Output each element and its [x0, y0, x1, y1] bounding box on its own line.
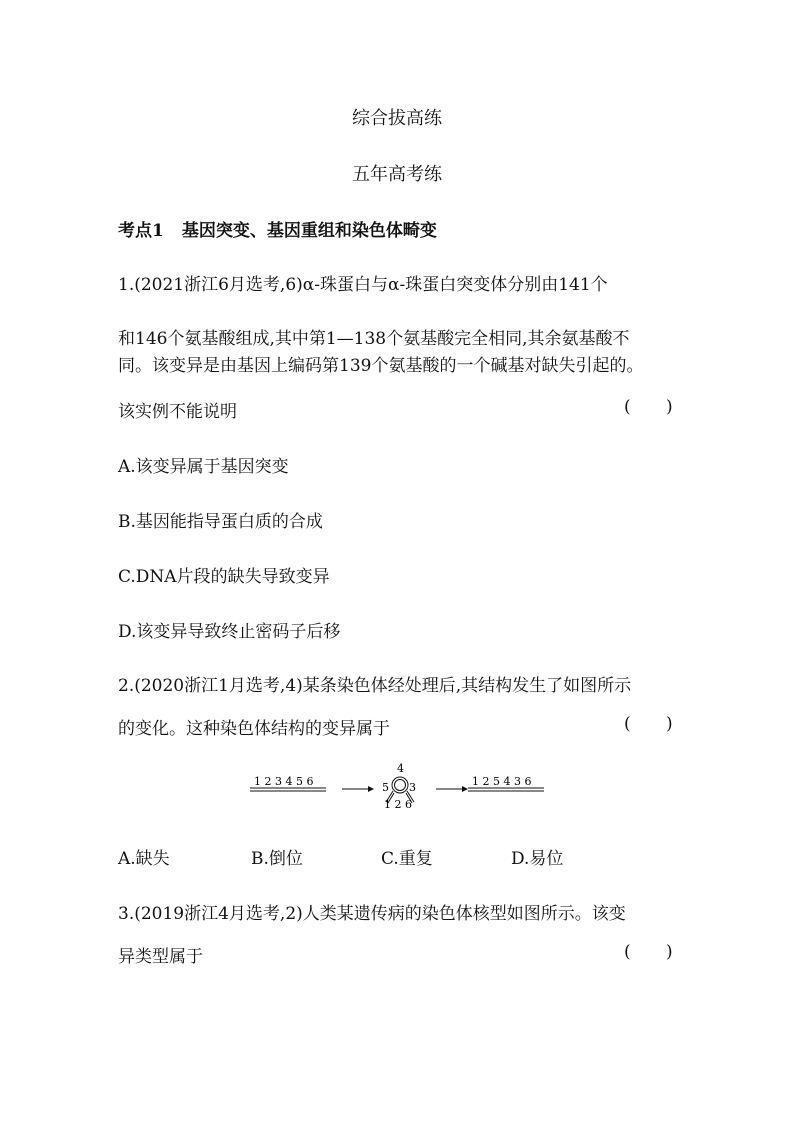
- question-2-option-a: A.缺失: [118, 849, 170, 869]
- figure-loop-top-label: 4: [397, 762, 404, 775]
- question-1-answer-paren: ( ): [624, 397, 673, 417]
- question-1-line-4: 该实例不能说明: [118, 402, 237, 422]
- figure-before-label: 1 2 3 4 5 6: [254, 775, 314, 788]
- question-1-line-1: 1.(2021浙江6月选考,6)α-珠蛋白与α-珠蛋白突变体分别由141个: [118, 275, 608, 295]
- page-title: 综合拔高练: [352, 108, 442, 129]
- section-label: 考点1: [118, 221, 164, 241]
- question-3-line-2: 异类型属于: [118, 947, 203, 967]
- question-1-option-a: A.该变异属于基因突变: [118, 457, 289, 477]
- page-subtitle: 五年高考练: [352, 164, 442, 185]
- section-title: 基因突变、基因重组和染色体畸变: [181, 221, 437, 241]
- question-3-answer-paren: ( ): [624, 942, 673, 962]
- figure-loop-bottom-label: 1 2 6: [384, 798, 412, 811]
- figure-after-label: 1 2 5 4 3 6: [472, 775, 532, 788]
- question-2-option-c: C.重复: [381, 849, 433, 869]
- question-2-line-2: 的变化。这种染色体结构的变异属于: [118, 719, 390, 739]
- figure-loop-left-label: 5: [382, 781, 389, 794]
- question-2-option-d: D.易位: [511, 849, 564, 869]
- question-2-line-1: 2.(2020浙江1月选考,4)某条染色体经处理后,其结构发生了如图所示: [118, 676, 632, 696]
- question-2-option-b: B.倒位: [251, 849, 303, 869]
- question-1-option-c: C.DNA片段的缺失导致变异: [118, 567, 330, 587]
- question-2-answer-paren: ( ): [624, 714, 673, 734]
- arrow-icon: [436, 786, 468, 792]
- question-1-option-b: B.基因能指导蛋白质的合成: [118, 512, 323, 532]
- question-3-line-1: 3.(2019浙江4月选考,2)人类某遗传病的染色体核型如图所示。该变: [118, 904, 626, 924]
- section-heading: [118, 216, 437, 241]
- question-1-line-3: 同。该变异是由基因上编码第139个氨基酸的一个碱基对缺失引起的。: [118, 356, 644, 376]
- question-1-option-d: D.该变异导致终止密码子后移: [118, 622, 341, 642]
- question-1-line-2: 和146个氨基酸组成,其中第1—138个氨基酸完全相同,其余氨基酸不: [118, 329, 630, 349]
- arrow-icon: [342, 786, 374, 792]
- figure-loop-right-label: 3: [409, 781, 416, 794]
- chromosome-inversion-figure: [240, 758, 560, 814]
